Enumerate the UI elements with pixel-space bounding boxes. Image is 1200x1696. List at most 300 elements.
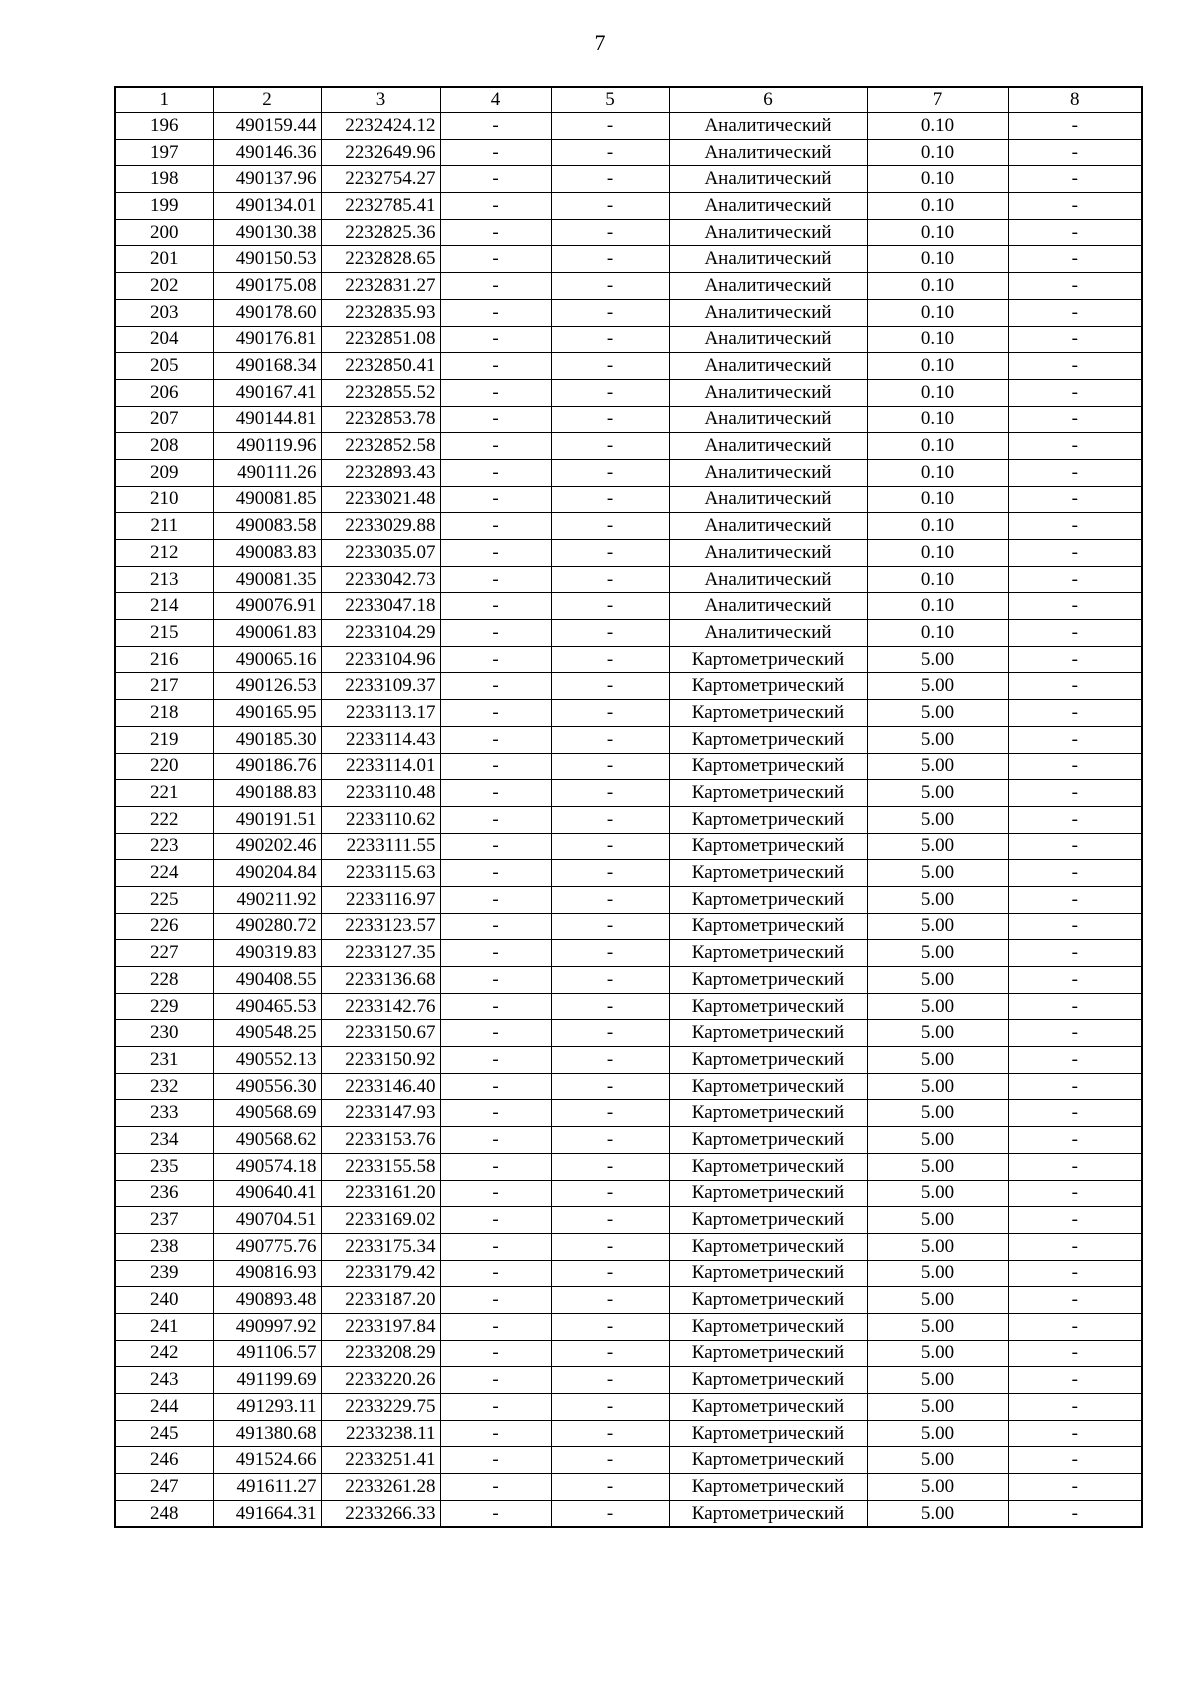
column-8-cell: - — [1008, 1340, 1142, 1367]
method-cell: Картометрический — [669, 1180, 867, 1207]
method-cell: Картометрический — [669, 780, 867, 807]
method-cell: Аналитический — [669, 113, 867, 140]
point-number-cell: 238 — [115, 1233, 213, 1260]
table-row — [115, 1207, 1142, 1234]
point-number-cell: 218 — [115, 700, 213, 727]
y-coordinate-cell: 2232831.27 — [321, 273, 440, 300]
y-coordinate-cell: 2232424.12 — [321, 113, 440, 140]
column-8-cell: - — [1008, 913, 1142, 940]
point-number-cell: 230 — [115, 1020, 213, 1047]
y-coordinate-cell: 2233021.48 — [321, 486, 440, 513]
method-cell: Картометрический — [669, 1287, 867, 1314]
x-coordinate-cell: 490081.35 — [213, 566, 321, 593]
column-header-3: 3 — [321, 87, 440, 113]
column-5-cell: - — [551, 513, 669, 540]
column-4-cell: - — [440, 1447, 551, 1474]
table-row — [115, 993, 1142, 1020]
table-row — [115, 646, 1142, 673]
column-4-cell: - — [440, 753, 551, 780]
y-coordinate-cell: 2233116.97 — [321, 886, 440, 913]
accuracy-cell: 5.00 — [867, 1207, 1008, 1234]
x-coordinate-cell: 490168.34 — [213, 353, 321, 380]
accuracy-cell: 5.00 — [867, 1420, 1008, 1447]
column-8-cell: - — [1008, 1420, 1142, 1447]
column-5-cell: - — [551, 1260, 669, 1287]
point-number-cell: 207 — [115, 406, 213, 433]
method-cell: Аналитический — [669, 486, 867, 513]
table-row — [115, 886, 1142, 913]
point-number-cell: 209 — [115, 459, 213, 486]
table-row — [115, 459, 1142, 486]
column-5-cell: - — [551, 753, 669, 780]
table-row — [115, 299, 1142, 326]
method-cell: Картометрический — [669, 1367, 867, 1394]
table-row — [115, 139, 1142, 166]
x-coordinate-cell: 490280.72 — [213, 913, 321, 940]
accuracy-cell: 5.00 — [867, 1260, 1008, 1287]
column-5-cell: - — [551, 353, 669, 380]
accuracy-cell: 5.00 — [867, 1127, 1008, 1154]
column-5-cell: - — [551, 1447, 669, 1474]
column-4-cell: - — [440, 1313, 551, 1340]
column-5-cell: - — [551, 993, 669, 1020]
column-5-cell: - — [551, 886, 669, 913]
column-4-cell: - — [440, 1073, 551, 1100]
x-coordinate-cell: 490167.41 — [213, 379, 321, 406]
table-row — [115, 806, 1142, 833]
x-coordinate-cell: 490186.76 — [213, 753, 321, 780]
column-5-cell: - — [551, 700, 669, 727]
column-8-cell: - — [1008, 1474, 1142, 1501]
column-8-cell: - — [1008, 700, 1142, 727]
point-number-cell: 244 — [115, 1394, 213, 1421]
y-coordinate-cell: 2233035.07 — [321, 540, 440, 567]
method-cell: Картометрический — [669, 753, 867, 780]
point-number-cell: 231 — [115, 1047, 213, 1074]
method-cell: Картометрический — [669, 1100, 867, 1127]
x-coordinate-cell: 490178.60 — [213, 299, 321, 326]
accuracy-cell: 0.10 — [867, 353, 1008, 380]
y-coordinate-cell: 2232851.08 — [321, 326, 440, 353]
table-row — [115, 1367, 1142, 1394]
x-coordinate-cell: 490465.53 — [213, 993, 321, 1020]
point-number-cell: 221 — [115, 780, 213, 807]
method-cell: Аналитический — [669, 273, 867, 300]
y-coordinate-cell: 2233047.18 — [321, 593, 440, 620]
column-5-cell: - — [551, 1367, 669, 1394]
column-4-cell: - — [440, 673, 551, 700]
method-cell: Картометрический — [669, 673, 867, 700]
y-coordinate-cell: 2233261.28 — [321, 1474, 440, 1501]
method-cell: Аналитический — [669, 620, 867, 647]
accuracy-cell: 5.00 — [867, 1020, 1008, 1047]
column-header-5: 5 — [551, 87, 669, 113]
column-5-cell: - — [551, 273, 669, 300]
accuracy-cell: 5.00 — [867, 1233, 1008, 1260]
point-number-cell: 211 — [115, 513, 213, 540]
column-8-cell: - — [1008, 246, 1142, 273]
method-cell: Аналитический — [669, 379, 867, 406]
y-coordinate-cell: 2233150.92 — [321, 1047, 440, 1074]
y-coordinate-cell: 2233111.55 — [321, 833, 440, 860]
method-cell: Картометрический — [669, 1047, 867, 1074]
column-4-cell: - — [440, 620, 551, 647]
method-cell: Аналитический — [669, 299, 867, 326]
column-4-cell: - — [440, 379, 551, 406]
y-coordinate-cell: 2233197.84 — [321, 1313, 440, 1340]
method-cell: Аналитический — [669, 166, 867, 193]
accuracy-cell: 5.00 — [867, 1500, 1008, 1527]
y-coordinate-cell: 2233104.96 — [321, 646, 440, 673]
y-coordinate-cell: 2233147.93 — [321, 1100, 440, 1127]
point-number-cell: 232 — [115, 1073, 213, 1100]
table-row — [115, 326, 1142, 353]
y-coordinate-cell: 2233220.26 — [321, 1367, 440, 1394]
x-coordinate-cell: 490119.96 — [213, 433, 321, 460]
y-coordinate-cell: 2232853.78 — [321, 406, 440, 433]
point-number-cell: 236 — [115, 1180, 213, 1207]
y-coordinate-cell: 2232649.96 — [321, 139, 440, 166]
column-4-cell: - — [440, 1367, 551, 1394]
column-8-cell: - — [1008, 513, 1142, 540]
x-coordinate-cell: 490640.41 — [213, 1180, 321, 1207]
x-coordinate-cell: 490204.84 — [213, 860, 321, 887]
x-coordinate-cell: 490704.51 — [213, 1207, 321, 1234]
x-coordinate-cell: 490556.30 — [213, 1073, 321, 1100]
method-cell: Картометрический — [669, 806, 867, 833]
column-5-cell: - — [551, 1474, 669, 1501]
column-header-2: 2 — [213, 87, 321, 113]
method-cell: Картометрический — [669, 993, 867, 1020]
x-coordinate-cell: 490130.38 — [213, 219, 321, 246]
column-8-cell: - — [1008, 1233, 1142, 1260]
x-coordinate-cell: 490202.46 — [213, 833, 321, 860]
table-row — [115, 1394, 1142, 1421]
point-number-cell: 233 — [115, 1100, 213, 1127]
column-5-cell: - — [551, 139, 669, 166]
column-5-cell: - — [551, 1180, 669, 1207]
y-coordinate-cell: 2232835.93 — [321, 299, 440, 326]
table-row — [115, 246, 1142, 273]
column-8-cell: - — [1008, 379, 1142, 406]
y-coordinate-cell: 2232852.58 — [321, 433, 440, 460]
point-number-cell: 248 — [115, 1500, 213, 1527]
y-coordinate-cell: 2233161.20 — [321, 1180, 440, 1207]
column-4-cell: - — [440, 993, 551, 1020]
x-coordinate-cell: 491293.11 — [213, 1394, 321, 1421]
column-8-cell: - — [1008, 1394, 1142, 1421]
point-number-cell: 212 — [115, 540, 213, 567]
column-4-cell: - — [440, 1180, 551, 1207]
method-cell: Картометрический — [669, 1447, 867, 1474]
column-4-cell: - — [440, 1260, 551, 1287]
coordinates-table — [114, 86, 1143, 1528]
column-5-cell: - — [551, 406, 669, 433]
accuracy-cell: 5.00 — [867, 646, 1008, 673]
column-5-cell: - — [551, 593, 669, 620]
accuracy-cell: 5.00 — [867, 780, 1008, 807]
x-coordinate-cell: 490159.44 — [213, 113, 321, 140]
table-row — [115, 193, 1142, 220]
column-4-cell: - — [440, 353, 551, 380]
x-coordinate-cell: 490126.53 — [213, 673, 321, 700]
point-number-cell: 210 — [115, 486, 213, 513]
point-number-cell: 237 — [115, 1207, 213, 1234]
y-coordinate-cell: 2233146.40 — [321, 1073, 440, 1100]
accuracy-cell: 0.10 — [867, 166, 1008, 193]
x-coordinate-cell: 490185.30 — [213, 726, 321, 753]
column-8-cell: - — [1008, 1047, 1142, 1074]
table-row — [115, 780, 1142, 807]
y-coordinate-cell: 2233136.68 — [321, 967, 440, 994]
accuracy-cell: 5.00 — [867, 1394, 1008, 1421]
column-4-cell: - — [440, 1394, 551, 1421]
column-8-cell: - — [1008, 1073, 1142, 1100]
accuracy-cell: 0.10 — [867, 620, 1008, 647]
column-8-cell: - — [1008, 566, 1142, 593]
y-coordinate-cell: 2233123.57 — [321, 913, 440, 940]
column-4-cell: - — [440, 1500, 551, 1527]
table-row — [115, 566, 1142, 593]
column-8-cell: - — [1008, 967, 1142, 994]
point-number-cell: 197 — [115, 139, 213, 166]
column-header-4: 4 — [440, 87, 551, 113]
column-5-cell: - — [551, 459, 669, 486]
column-8-cell: - — [1008, 433, 1142, 460]
column-4-cell: - — [440, 1340, 551, 1367]
column-8-cell: - — [1008, 540, 1142, 567]
column-4-cell: - — [440, 1420, 551, 1447]
table-row — [115, 379, 1142, 406]
x-coordinate-cell: 490574.18 — [213, 1153, 321, 1180]
accuracy-cell: 0.10 — [867, 406, 1008, 433]
point-number-cell: 199 — [115, 193, 213, 220]
point-number-cell: 208 — [115, 433, 213, 460]
y-coordinate-cell: 2233104.29 — [321, 620, 440, 647]
x-coordinate-cell: 490076.91 — [213, 593, 321, 620]
point-number-cell: 239 — [115, 1260, 213, 1287]
column-5-cell: - — [551, 1127, 669, 1154]
accuracy-cell: 0.10 — [867, 459, 1008, 486]
column-4-cell: - — [440, 593, 551, 620]
point-number-cell: 240 — [115, 1287, 213, 1314]
column-5-cell: - — [551, 780, 669, 807]
column-5-cell: - — [551, 620, 669, 647]
column-8-cell: - — [1008, 1287, 1142, 1314]
y-coordinate-cell: 2233114.01 — [321, 753, 440, 780]
column-8-cell: - — [1008, 726, 1142, 753]
column-8-cell: - — [1008, 1020, 1142, 1047]
table-row — [115, 726, 1142, 753]
column-5-cell: - — [551, 646, 669, 673]
x-coordinate-cell: 490165.95 — [213, 700, 321, 727]
point-number-cell: 229 — [115, 993, 213, 1020]
accuracy-cell: 0.10 — [867, 219, 1008, 246]
column-5-cell: - — [551, 1287, 669, 1314]
accuracy-cell: 5.00 — [867, 726, 1008, 753]
column-5-cell: - — [551, 913, 669, 940]
accuracy-cell: 5.00 — [867, 700, 1008, 727]
table-row — [115, 1500, 1142, 1527]
method-cell: Картометрический — [669, 967, 867, 994]
method-cell: Картометрический — [669, 646, 867, 673]
column-4-cell: - — [440, 967, 551, 994]
x-coordinate-cell: 490997.92 — [213, 1313, 321, 1340]
method-cell: Аналитический — [669, 459, 867, 486]
table-row — [115, 353, 1142, 380]
point-number-cell: 247 — [115, 1474, 213, 1501]
table-row — [115, 486, 1142, 513]
column-8-cell: - — [1008, 593, 1142, 620]
column-header-8: 8 — [1008, 87, 1142, 113]
point-number-cell: 222 — [115, 806, 213, 833]
method-cell: Картометрический — [669, 1207, 867, 1234]
accuracy-cell: 5.00 — [867, 673, 1008, 700]
method-cell: Картометрический — [669, 1500, 867, 1527]
column-5-cell: - — [551, 1100, 669, 1127]
x-coordinate-cell: 491524.66 — [213, 1447, 321, 1474]
method-cell: Картометрический — [669, 940, 867, 967]
accuracy-cell: 5.00 — [867, 1287, 1008, 1314]
y-coordinate-cell: 2233229.75 — [321, 1394, 440, 1421]
table-row — [115, 1127, 1142, 1154]
column-5-cell: - — [551, 166, 669, 193]
x-coordinate-cell: 490568.69 — [213, 1100, 321, 1127]
accuracy-cell: 0.10 — [867, 593, 1008, 620]
method-cell: Аналитический — [669, 406, 867, 433]
column-8-cell: - — [1008, 993, 1142, 1020]
y-coordinate-cell: 2233109.37 — [321, 673, 440, 700]
column-4-cell: - — [440, 1127, 551, 1154]
accuracy-cell: 5.00 — [867, 1313, 1008, 1340]
y-coordinate-cell: 2233175.34 — [321, 1233, 440, 1260]
method-cell: Аналитический — [669, 219, 867, 246]
point-number-cell: 203 — [115, 299, 213, 326]
x-coordinate-cell: 490319.83 — [213, 940, 321, 967]
x-coordinate-cell: 490081.85 — [213, 486, 321, 513]
y-coordinate-cell: 2233114.43 — [321, 726, 440, 753]
method-cell: Картометрический — [669, 1233, 867, 1260]
accuracy-cell: 5.00 — [867, 1447, 1008, 1474]
y-coordinate-cell: 2233187.20 — [321, 1287, 440, 1314]
column-4-cell: - — [440, 1020, 551, 1047]
column-8-cell: - — [1008, 940, 1142, 967]
point-number-cell: 205 — [115, 353, 213, 380]
column-4-cell: - — [440, 1153, 551, 1180]
column-8-cell: - — [1008, 806, 1142, 833]
accuracy-cell: 5.00 — [867, 860, 1008, 887]
column-8-cell: - — [1008, 673, 1142, 700]
point-number-cell: 234 — [115, 1127, 213, 1154]
x-coordinate-cell: 490211.92 — [213, 886, 321, 913]
column-4-cell: - — [440, 1047, 551, 1074]
column-8-cell: - — [1008, 113, 1142, 140]
point-number-cell: 219 — [115, 726, 213, 753]
method-cell: Аналитический — [669, 246, 867, 273]
column-5-cell: - — [551, 1500, 669, 1527]
column-8-cell: - — [1008, 833, 1142, 860]
column-5-cell: - — [551, 806, 669, 833]
point-number-cell: 226 — [115, 913, 213, 940]
column-5-cell: - — [551, 1420, 669, 1447]
y-coordinate-cell: 2232785.41 — [321, 193, 440, 220]
accuracy-cell: 5.00 — [867, 1100, 1008, 1127]
accuracy-cell: 5.00 — [867, 753, 1008, 780]
point-number-cell: 196 — [115, 113, 213, 140]
column-8-cell: - — [1008, 299, 1142, 326]
method-cell: Картометрический — [669, 1153, 867, 1180]
point-number-cell: 227 — [115, 940, 213, 967]
column-8-cell: - — [1008, 1127, 1142, 1154]
x-coordinate-cell: 490816.93 — [213, 1260, 321, 1287]
column-5-cell: - — [551, 1153, 669, 1180]
point-number-cell: 206 — [115, 379, 213, 406]
column-4-cell: - — [440, 860, 551, 887]
accuracy-cell: 5.00 — [867, 833, 1008, 860]
accuracy-cell: 5.00 — [867, 1340, 1008, 1367]
method-cell: Аналитический — [669, 353, 867, 380]
method-cell: Картометрический — [669, 1020, 867, 1047]
column-8-cell: - — [1008, 486, 1142, 513]
table-row — [115, 753, 1142, 780]
column-4-cell: - — [440, 1287, 551, 1314]
table-header-row — [115, 87, 1142, 113]
column-4-cell: - — [440, 566, 551, 593]
y-coordinate-cell: 2232850.41 — [321, 353, 440, 380]
x-coordinate-cell: 491611.27 — [213, 1474, 321, 1501]
table-row — [115, 166, 1142, 193]
table-row — [115, 1287, 1142, 1314]
method-cell: Картометрический — [669, 1127, 867, 1154]
column-5-cell: - — [551, 246, 669, 273]
method-cell: Аналитический — [669, 513, 867, 540]
table-row — [115, 593, 1142, 620]
accuracy-cell: 0.10 — [867, 273, 1008, 300]
x-coordinate-cell: 490144.81 — [213, 406, 321, 433]
x-coordinate-cell: 490568.62 — [213, 1127, 321, 1154]
x-coordinate-cell: 490552.13 — [213, 1047, 321, 1074]
point-number-cell: 214 — [115, 593, 213, 620]
point-number-cell: 245 — [115, 1420, 213, 1447]
method-cell: Аналитический — [669, 566, 867, 593]
column-5-cell: - — [551, 1047, 669, 1074]
accuracy-cell: 0.10 — [867, 433, 1008, 460]
x-coordinate-cell: 491380.68 — [213, 1420, 321, 1447]
x-coordinate-cell: 490146.36 — [213, 139, 321, 166]
method-cell: Картометрический — [669, 700, 867, 727]
table-row — [115, 113, 1142, 140]
column-8-cell: - — [1008, 1260, 1142, 1287]
x-coordinate-cell: 490061.83 — [213, 620, 321, 647]
point-number-cell: 216 — [115, 646, 213, 673]
y-coordinate-cell: 2233042.73 — [321, 566, 440, 593]
column-8-cell: - — [1008, 780, 1142, 807]
point-number-cell: 223 — [115, 833, 213, 860]
column-5-cell: - — [551, 1207, 669, 1234]
point-number-cell: 201 — [115, 246, 213, 273]
column-4-cell: - — [440, 459, 551, 486]
x-coordinate-cell: 490150.53 — [213, 246, 321, 273]
accuracy-cell: 0.10 — [867, 139, 1008, 166]
x-coordinate-cell: 490134.01 — [213, 193, 321, 220]
table-row — [115, 1233, 1142, 1260]
column-4-cell: - — [440, 299, 551, 326]
accuracy-cell: 5.00 — [867, 1073, 1008, 1100]
table-row — [115, 1260, 1142, 1287]
column-5-cell: - — [551, 433, 669, 460]
column-5-cell: - — [551, 1313, 669, 1340]
x-coordinate-cell: 490775.76 — [213, 1233, 321, 1260]
